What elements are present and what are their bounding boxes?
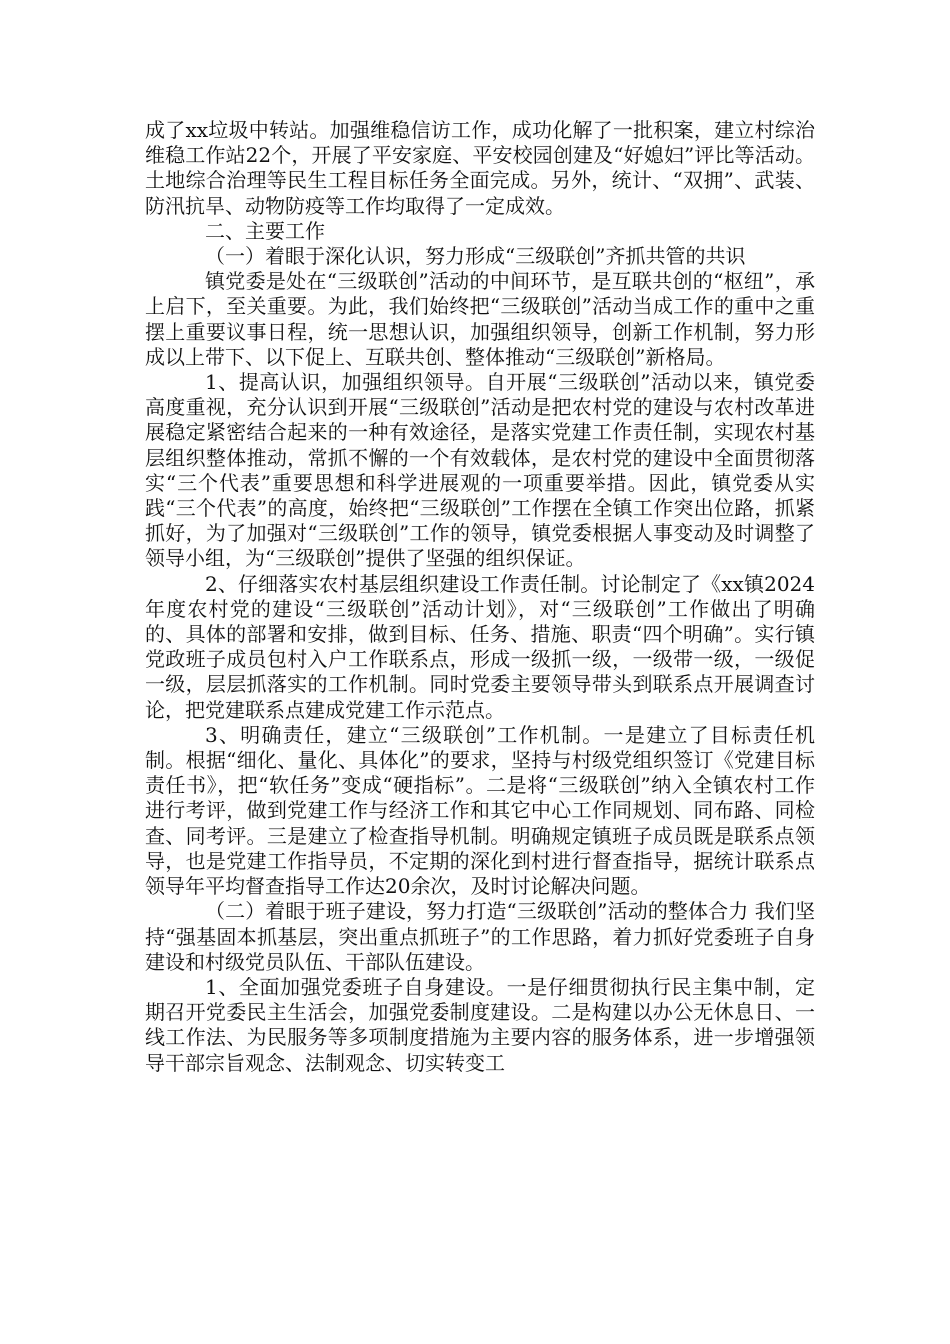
paragraph-item-3: 3、明确责任，建立“三级联创”工作机制。一是建立了目标责任机制。根据“细化、量化、具体化”的要求，坚持与村级党组织签订《党建目标责任书》，把“软任务”变成“硬指标”。二是将“三级联创”纳入全镇农村工作进行考评，做到党建工作与经济工作和其它中心工作同规划、同布路、同检查、同考评。三是建立了检查指导机制。明确规定镇班子成员既是联系点领导，也是党建工作指导员，不定期的深化到村进行督查指导，据统计联系点领导年平均督查指导工作达20余次，及时讨论解决问题。 [145, 722, 815, 899]
paragraph-item-1: 1、提高认识，加强组织领导。自开展“三级联创”活动以来，镇党委高度重视，充分认识到开展“三级联创”活动是把农村党的建设与农村改革进展稳定紧密结合起来的一种有效途径，是落实党建工作责任制，实现农村基层组织整体推动，常抓不懈的一个有效载体，是农村党的建设中全面贯彻落实“三个代表”重要思想和科学进展观的一项重要举措。因此，镇党委从实践“三个代表”的高度，始终把“三级联创”工作摆在全镇工作突出位路，抓紧抓好，为了加强对“三级联创”工作的领导，镇党委根据人事变动及时调整了领导小组，为“三级联创”提供了坚强的组织保证。 [145, 370, 815, 571]
subsection-heading-1: （一）着眼于深化认识，努力形成“三级联创”齐抓共管的共识 [205, 244, 746, 269]
paragraph-intro: 镇党委是处在“三级联创”活动的中间环节，是互联共创的“枢纽”，承上启下，至关重要。为此，我们始终把“三级联创”活动当成工作的重中之重摆上重要议事日程，统一思想认识，加强组织领导，创新工作机制，努力形成以上带下、以下促上、互联共创、整体推动“三级联创”新格局。 [145, 269, 815, 369]
paragraph-continued: 成了xx垃圾中转站。加强维稳信访工作，成功化解了一批积案，建立村综治维稳工作站22个，开展了平安家庭、平安校园创建及“好媳妇”评比等活动。土地综合治理等民生工程目标任务全面完成。另外，统计、“双拥”、武装、防汛抗旱、动物防疫等工作均取得了一定成效。 [145, 118, 815, 218]
paragraph-item-2: 2、仔细落实农村基层组织建设工作责任制。讨论制定了《xx镇2024年度农村党的建设“三级联创”活动计划》，对“三级联创”工作做出了明确的、具体的部署和安排，做到目标、任务、措施、职责“四个明确”。实行镇党政班子成员包村入户工作联系点，形成一级抓一级，一级带一级，一级促一级，层层抓落实的工作机制。同时党委主要领导带头到联系点开展调查讨论，把党建联系点建成党建工作示范点。 [145, 571, 815, 722]
subsection-heading-2: （二）着眼于班子建设，努力打造“三级联创”活动的整体合力 我们坚持“强基固本抓基层，突出重点抓班子”的工作思路，着力抓好党委班子自身建设和村级党员队伍、干部队伍建设。 [145, 899, 815, 974]
document-page [145, 118, 815, 1076]
paragraph-item-4: 1、全面加强党委班子自身建设。一是仔细贯彻执行民主集中制，定期召开党委民主生活会，加强党委制度建设。二是构建以办公无休息日、一线工作法、为民服务等多项制度措施为主要内容的服务体系，进一步增强领导干部宗旨观念、法制观念、切实转变工 [145, 974, 815, 1075]
section-heading: 二、主要工作 [205, 218, 325, 243]
